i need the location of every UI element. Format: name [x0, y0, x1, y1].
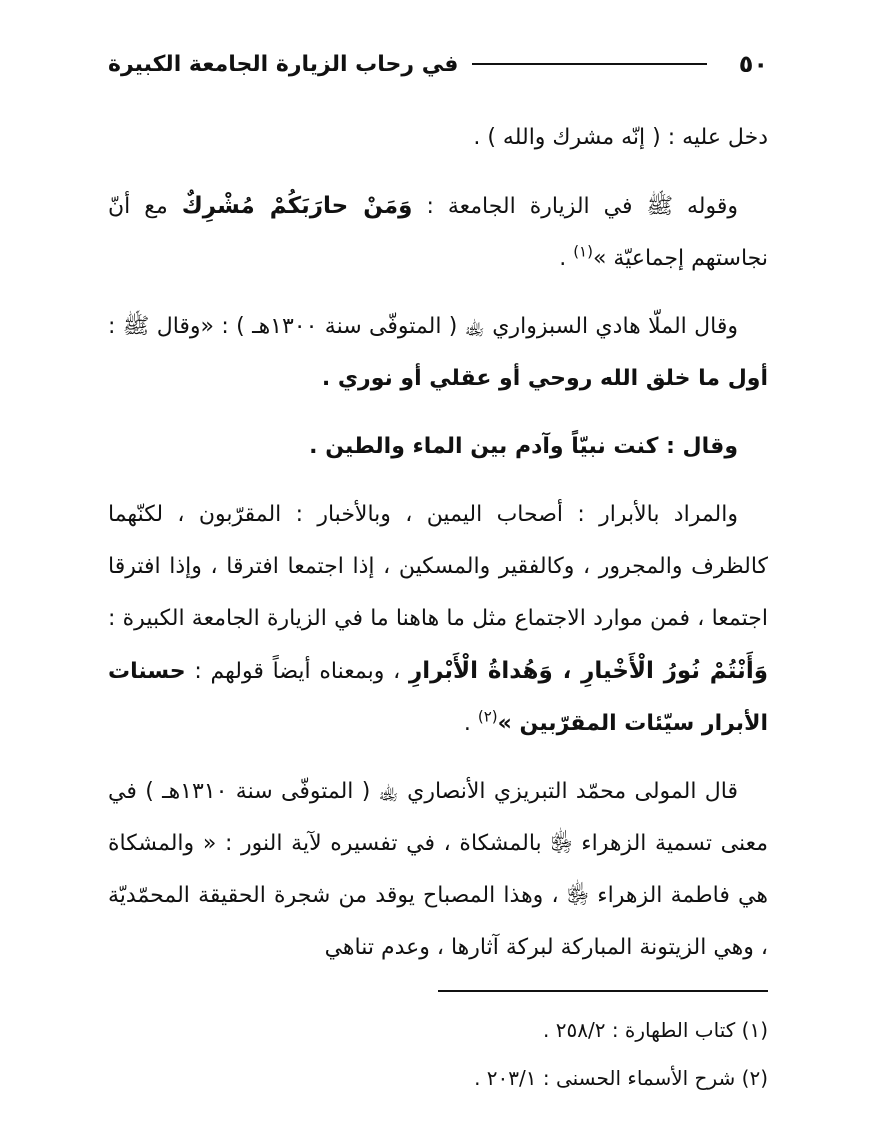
footnotes — [108, 1006, 768, 1102]
paragraph-3 — [108, 301, 768, 405]
paragraph-2-end: . — [559, 246, 574, 271]
saying-quote: حسنات الأبرار سيّئات المقرّبين » — [108, 659, 768, 736]
paragraph-5-end: . — [463, 711, 478, 736]
page-number: ٥٠ — [738, 50, 768, 78]
hadith-quote-1: أول ما خلق الله روحي أو عقلي أو نوري . — [321, 366, 768, 391]
footnote-number: (١) — [741, 1018, 768, 1042]
ziyara-quote: وَأَنْتُمْ نُورُ الْأَخْيارِ ، وَهُداةُ الْأَبْرارِ — [408, 658, 769, 684]
paragraph-1 — [108, 112, 768, 164]
paragraph-5 — [108, 489, 768, 750]
footnote-separator — [438, 990, 768, 992]
hadith-quote-2: وقال : كنت نبيّاً وآدم بين الماء والطين . — [309, 434, 738, 459]
running-title: في رحاب الزيارة الجامعة الكبيرة — [108, 51, 459, 77]
paragraph-5-text-b: ، وبمعناه أيضاً قولهم : — [185, 659, 409, 684]
page-body — [108, 112, 768, 990]
header-rule — [472, 63, 706, 65]
footnote-2 — [108, 1054, 768, 1102]
paragraph-2-text-b: مع أنّ نجاستهم إجماعيّة » — [108, 194, 768, 271]
page-header — [108, 44, 768, 84]
paragraph-4 — [108, 421, 768, 473]
paragraph-6 — [108, 766, 768, 974]
footnote-text: شرح الأسماء الحسنى : ٢٠٣/١ . — [474, 1066, 736, 1090]
paragraph-2-text: وقوله ﷺ في الزيارة الجامعة : — [412, 194, 738, 219]
paragraph-2 — [108, 180, 768, 285]
paragraph-3-text: وقال الملّا هادي السبزواري ﵀ ( المتوفّى سنة ١٣٠٠هـ ) : «وقال ﷺ : — [108, 314, 738, 339]
paragraph-6-text: قال المولى محمّد التبريزي الأنصاري ﵀ ( المتوفّى سنة ١٣١٠هـ ) في معنى تسمية الزهراء ﵂ بالمشكاة ، في تفسيره لآية النور : « والمشكاة هي فاطمة الزهراء ﵂ ، وهذا المصباح يوقد من شجرة الحقيقة المحمّديّة ، وهي الزيتونة المباركة لبركة آثارها ، وعدم تناهي — [108, 779, 768, 960]
footnote-number: (٢) — [741, 1066, 768, 1090]
footnote-1 — [108, 1006, 768, 1054]
footnote-text: كتاب الطهارة : ٢٥٨/٢ . — [543, 1018, 736, 1042]
footnote-ref-2[interactable]: (٢) — [477, 707, 498, 726]
paragraph-5-text: والمراد بالأبرار : أصحاب اليمين ، وبالأخبار : المقرّبون ، لكنّهما كالظرف والمجرور ، وكالفقير والمسكين ، إذا اجتمعا افترقا ، وإذا افترقا اجتمعا ، فمن موارد الاجتماع مثل ما هاهنا ما في الزيارة الجامعة الكبيرة : — [108, 502, 768, 631]
quran-quote-1: وَمَنْ حارَبَكُمْ مُشْرِكٌ — [181, 193, 413, 219]
footnote-ref-1[interactable]: (١) — [573, 242, 593, 261]
paragraph-1-text: دخل عليه : ( إنّه مشرك والله ) . — [473, 125, 768, 150]
